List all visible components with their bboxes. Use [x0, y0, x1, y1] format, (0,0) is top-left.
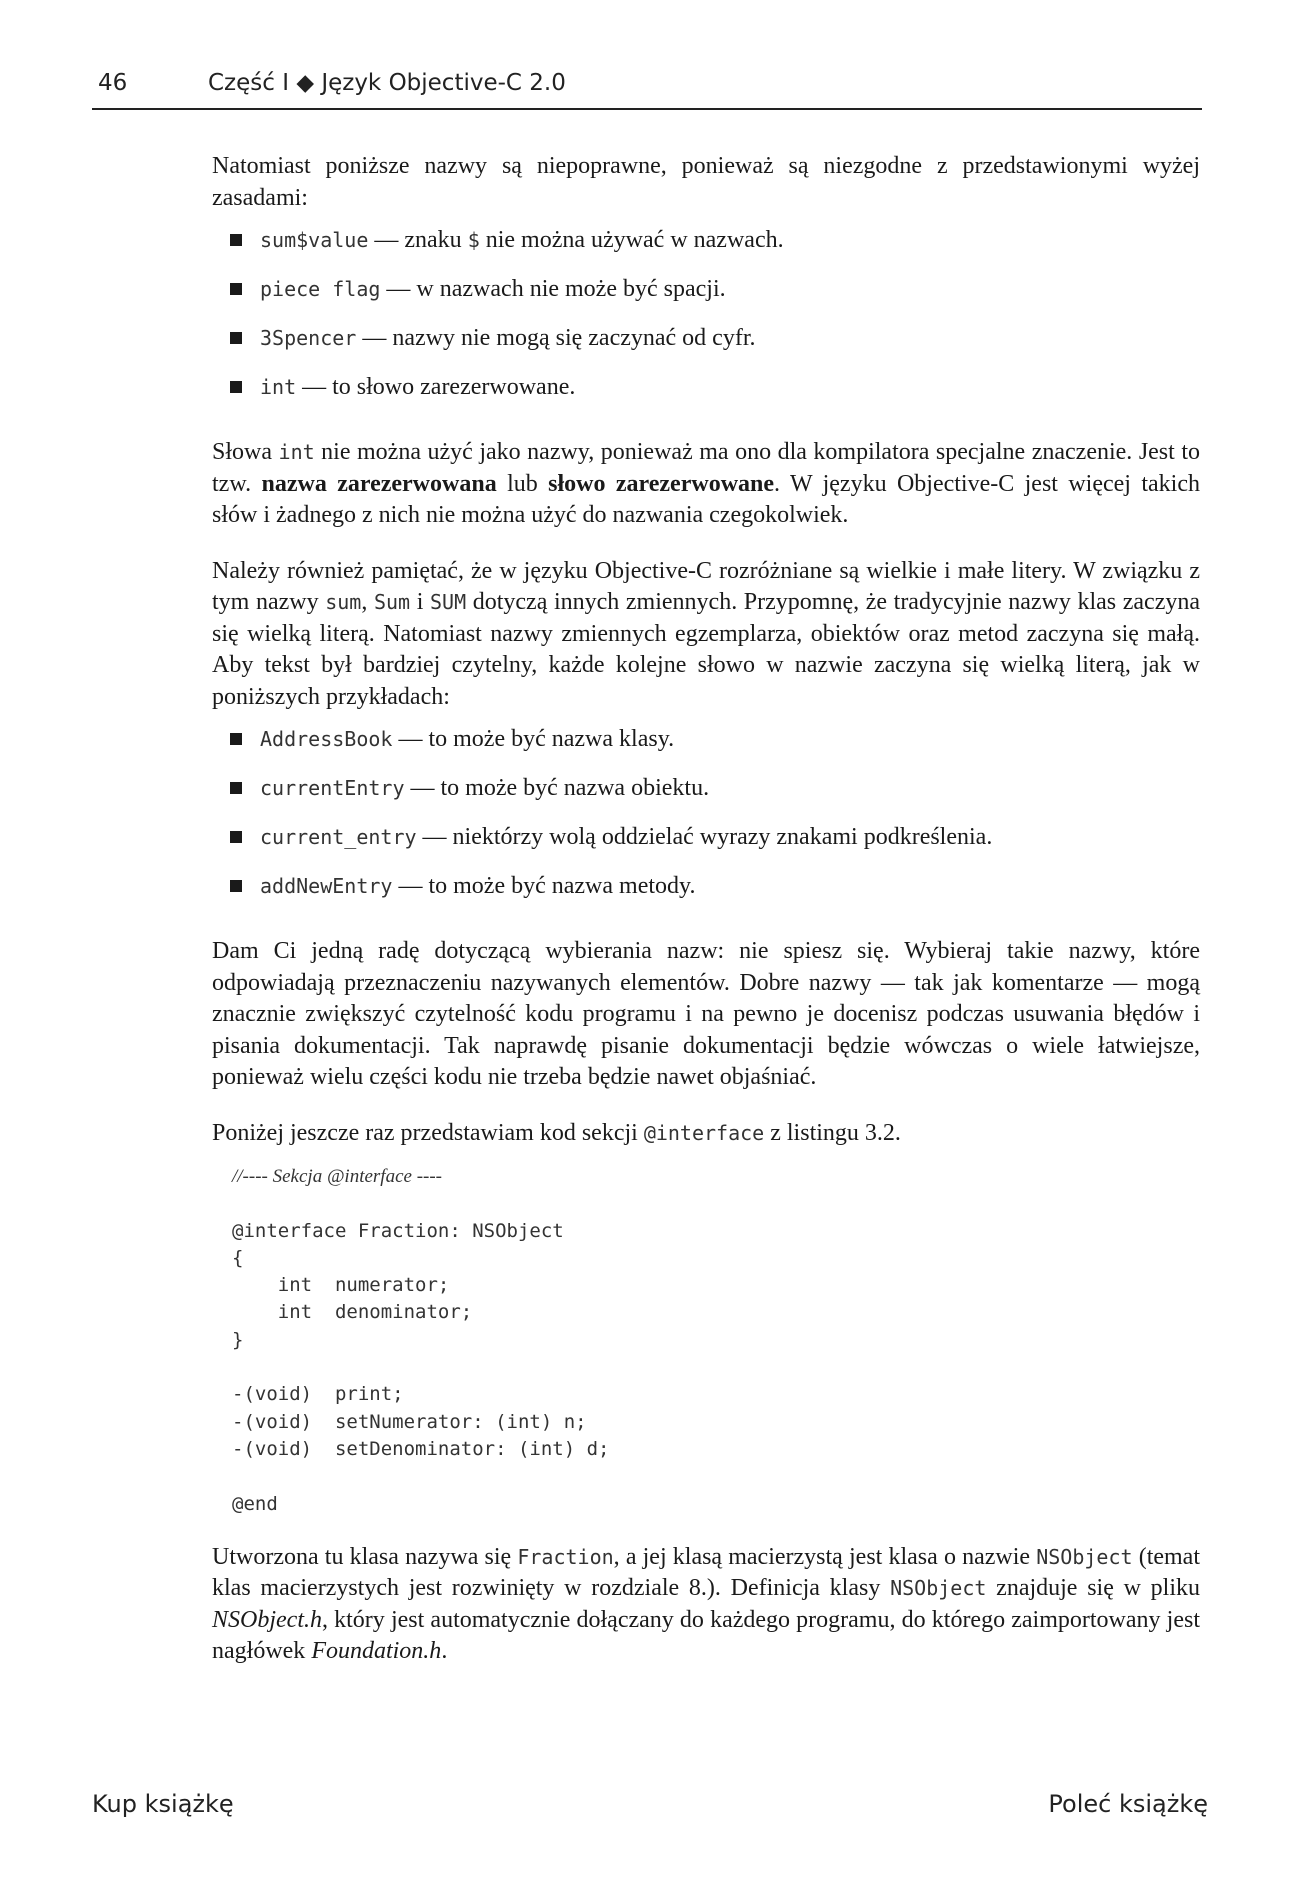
- list-item-text: — niektórzy wolą oddzielać wyrazy znakami podkreślenia.: [416, 824, 993, 850]
- bold-term: nazwa zarezerwowana: [261, 470, 497, 497]
- list-item-text: nie można używać w nazwach.: [479, 227, 784, 253]
- list-item-text: — to może być nazwa klasy.: [392, 726, 675, 752]
- buy-book-link[interactable]: Kup książkę: [92, 1790, 234, 1818]
- text-run: i: [410, 589, 430, 615]
- code-line: -(void) setDenominator: (int) d;: [232, 1437, 610, 1460]
- code-term: sum$value: [260, 228, 369, 252]
- code-blank-line: [232, 1463, 1200, 1490]
- list-item: [212, 724, 1200, 773]
- code-term: Sum: [373, 590, 411, 614]
- code-term: @interface: [643, 1120, 765, 1145]
- text-run: Należy również pamiętać, że w języku Objective-C rozróżniane są wielkie i małe litery. W związku z tym nazwy: [212, 557, 1200, 615]
- text-run: ,: [361, 589, 374, 615]
- list-item-text: — to może być nazwa metody.: [392, 873, 696, 899]
- text-run: , który jest automatycznie dołączany do każdego programu, do którego zaimportowany jest nagłówek: [212, 1606, 1200, 1665]
- code-term: sum: [325, 590, 362, 614]
- text-run: (temat klas macierzystych jest rozwinięty w rozdziale 8.). Definicja klasy: [212, 1543, 1201, 1602]
- code-term: current_entry: [260, 825, 417, 849]
- paragraph-case-sensitivity: [212, 556, 1200, 714]
- text-run: nie można użyć jako nazwy, ponieważ ma ono dla kompilatora specjalne znaczenie. Jest to tzw.: [212, 439, 1201, 497]
- list-item-text: — znaku: [368, 227, 468, 253]
- code-line: @interface Fraction: NSObject: [232, 1219, 564, 1242]
- code-blank-line: [232, 1190, 1200, 1217]
- text-run: Utworzona tu klasa nazywa się: [212, 1543, 518, 1570]
- italic-filename: Foundation.h: [311, 1638, 442, 1665]
- code-line: }: [232, 1328, 244, 1351]
- code-term: piece flag: [260, 277, 381, 301]
- paragraph-interface-intro: [212, 1118, 1200, 1150]
- text-run: .: [441, 1638, 448, 1665]
- code-line: int numerator;: [232, 1274, 450, 1297]
- code-term: AddressBook: [260, 727, 393, 751]
- code-term: currentEntry: [260, 776, 405, 800]
- text-run: lub: [496, 470, 549, 497]
- bullet-square-icon: [230, 733, 242, 745]
- bullet-square-icon: [230, 283, 242, 295]
- code-term: NSObject: [1036, 1544, 1133, 1569]
- code-term: $: [467, 228, 480, 252]
- paragraph-naming-advice: Dam Ci jedną radę dotyczącą wybierania nazw: nie spiesz się. Wybieraj takie nazwy, które odpowiadają przeznaczeniu nazywanych elementów. Dobre nazwy — tak jak komentarze — mogą znacznie zwiększyć czytelność kodu programu i na pewno je docenisz podczas usuwania błędów i pisania dokumentacji. Tak naprawdę pisanie dokumentacji będzie wówczas o wiele łatwiejsze, ponieważ wielu części kodu nie trzeba będzie nawet objaśniać.: [212, 938, 1200, 1090]
- paragraph-reserved-words: [212, 437, 1200, 532]
- page-body: [212, 151, 1200, 1668]
- bold-term: słowo zarezerwowane: [548, 470, 775, 497]
- code-term: Fraction: [517, 1544, 614, 1569]
- code-comment: //---- Sekcja @interface ----: [232, 1166, 443, 1187]
- list-item: [212, 225, 1200, 274]
- list-item-text: — to może być nazwa obiektu.: [404, 775, 710, 801]
- code-listing: [232, 1163, 1200, 1518]
- list-item: [212, 372, 1200, 421]
- invalid-names-list: [212, 225, 1200, 421]
- paragraph-invalid-names-intro: Natomiast poniższe nazwy są niepoprawne, ponieważ są niezgodne z przedstawionymi wyżej zasadami:: [212, 153, 1200, 211]
- bullet-square-icon: [230, 381, 242, 393]
- code-term: SUM: [429, 590, 467, 614]
- list-item: [212, 822, 1200, 871]
- recommend-book-link[interactable]: Poleć książkę: [1048, 1790, 1208, 1818]
- text-run: . W języku Objective-C jest więcej takich słów i żadnego z nich nie można użyć do nazwania czegokolwiek.: [212, 470, 1201, 528]
- text-run: Słowa: [212, 439, 279, 465]
- list-item-text: — w nazwach nie może być spacji.: [380, 276, 726, 302]
- paragraph-fraction-class: [212, 1542, 1200, 1668]
- list-item: [212, 871, 1200, 920]
- italic-filename: NSObject.h: [212, 1606, 322, 1633]
- text-run: znajduje się w pliku: [986, 1575, 1200, 1602]
- bullet-square-icon: [230, 234, 242, 246]
- code-term: 3Spencer: [260, 326, 357, 350]
- code-line: @end: [232, 1492, 278, 1515]
- text-run: z listingu 3.2.: [764, 1119, 901, 1146]
- code-blank-line: [232, 1354, 1200, 1381]
- bullet-square-icon: [230, 782, 242, 794]
- running-header: [92, 66, 1202, 110]
- list-item: [212, 274, 1200, 323]
- code-term: addNewEntry: [260, 874, 393, 898]
- bullet-square-icon: [230, 880, 242, 892]
- text-run: , a jej klasą macierzystą jest klasa o nazwie: [613, 1543, 1037, 1570]
- page-number: 46: [98, 70, 128, 96]
- code-line: int denominator;: [232, 1301, 473, 1324]
- code-term: int: [260, 375, 297, 399]
- bullet-square-icon: [230, 332, 242, 344]
- list-item: [212, 323, 1200, 372]
- list-item-text: — to słowo zarezerwowane.: [296, 374, 576, 400]
- text-run: dotyczą innych zmiennych. Przypomnę, że tradycyjnie nazwy klas zaczyna się wielką literą. Natomiast nazwy zmiennych egzemplarza, obiektów oraz metod zaczyna się małą. Aby tekst był bardziej czytelny, każde kolejne słowo w nazwie zaczyna się wielką literą, jak w poniższych przykładach:: [212, 589, 1201, 710]
- code-term: NSObject: [890, 1576, 987, 1601]
- text-run: Poniżej jeszcze raz przedstawiam kod sekcji: [212, 1119, 644, 1146]
- code-line: {: [232, 1246, 244, 1269]
- code-term: int: [278, 440, 315, 464]
- list-item-text: — nazwy nie mogą się zaczynać od cyfr.: [356, 325, 756, 351]
- code-line: -(void) setNumerator: (int) n;: [232, 1410, 587, 1433]
- running-title: Część I ◆ Język Objective-C 2.0: [208, 70, 566, 96]
- list-item: [212, 773, 1200, 822]
- bullet-square-icon: [230, 831, 242, 843]
- code-line: -(void) print;: [232, 1383, 404, 1406]
- naming-examples-list: [212, 724, 1200, 920]
